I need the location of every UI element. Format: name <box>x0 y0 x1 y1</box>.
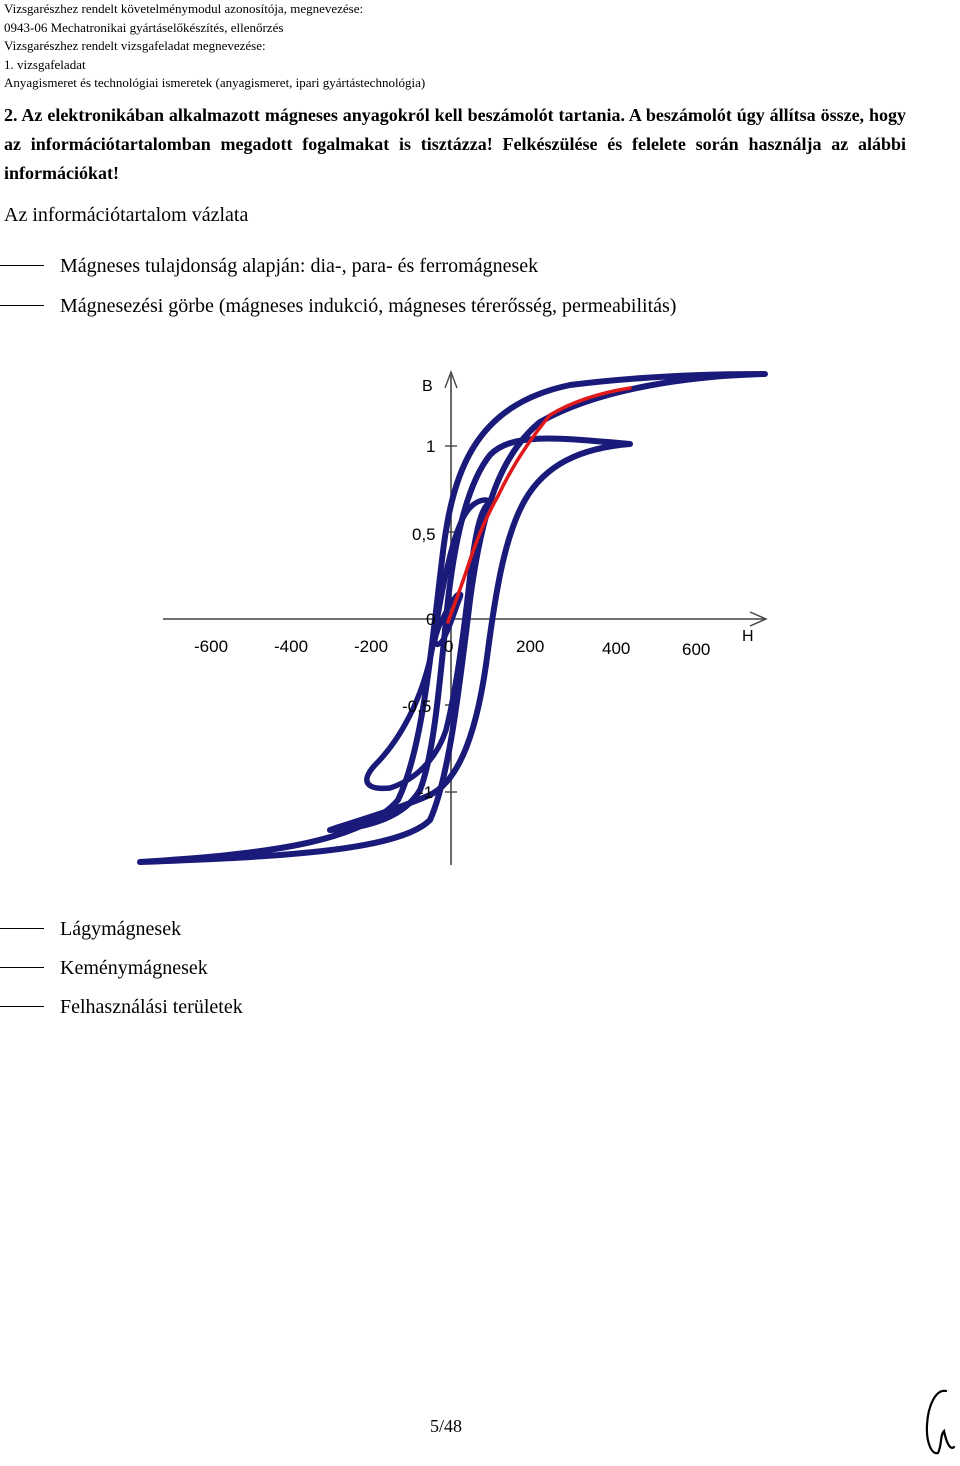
dash-bullet <box>0 928 44 929</box>
y-tick-label: -0,5 <box>402 697 432 716</box>
header-line: Anyagismeret és technológiai ismeretek (anyagismeret, ipari gyártástechnológia) <box>4 75 426 90</box>
x-tick-label: 400 <box>602 639 631 658</box>
dash-bullet <box>0 1006 44 1007</box>
y-tick-label: -1 <box>418 783 434 802</box>
list-item-text: Felhasználási területek <box>60 996 243 1018</box>
y-tick-label: 0,5 <box>412 525 436 544</box>
list-item-text: Mágneses tulajdonság alapján: dia-, para- és ferromágnesek <box>60 255 539 277</box>
list-item-text: Mágnesezési görbe (mágneses indukció, mágneses térerősség, permeabilitás) <box>60 295 677 317</box>
task-description: 2. Az elektronikában alkalmazott mágneses anyagokról kell beszámolót tartania. A beszámolót úgy állítsa össze, hogy az információtartalomban megadott fogalmakat is tisztázza! Felkészülése és felelete során használja az alábbi információkat! <box>4 105 906 183</box>
middle-hysteresis-loop <box>330 439 630 830</box>
signature-mark <box>918 1385 958 1461</box>
y-axis-label: B <box>422 378 433 395</box>
x-tick-label: -400 <box>274 637 309 656</box>
handwritten-signature <box>918 1385 958 1466</box>
x-tick-label: 200 <box>516 637 545 656</box>
header-line: Vizsgarészhez rendelt követelménymodul azonosítója, megnevezése: <box>4 1 364 16</box>
x-tick-label: 600 <box>682 640 711 659</box>
header-line: Vizsgarészhez rendelt vizsgafeladat megnevezése: <box>4 38 266 53</box>
list-item <box>0 996 243 1019</box>
header-line: 1. vizsgafeladat <box>4 56 86 72</box>
list-item <box>0 918 181 941</box>
dash-bullet <box>0 967 44 968</box>
list-item <box>0 255 538 278</box>
list-item-text: Keménymágnesek <box>60 957 208 979</box>
list-item-text: Lágymágnesek <box>60 918 182 940</box>
page-number: 5/48 <box>430 1416 463 1436</box>
x-axis-label: H <box>742 628 754 645</box>
header-line: 0943-06 Mechatronikai gyártáselőkészítés, ellenőrzés <box>4 19 284 35</box>
x-tick-label: -600 <box>194 637 229 656</box>
dash-bullet <box>0 265 44 266</box>
x-tick-label: -200 <box>354 637 389 656</box>
hysteresis-figure <box>130 360 790 885</box>
list-item <box>0 295 676 318</box>
x-tick-label: 0 <box>444 637 454 656</box>
document-header <box>4 0 425 93</box>
list-item <box>0 957 208 980</box>
dash-bullet <box>0 305 44 306</box>
y-tick-label: 0 <box>426 610 436 629</box>
hysteresis-diagram <box>130 360 790 880</box>
outline-title: Az információtartalom vázlata <box>4 204 249 226</box>
y-tick-label: 1 <box>426 437 436 456</box>
